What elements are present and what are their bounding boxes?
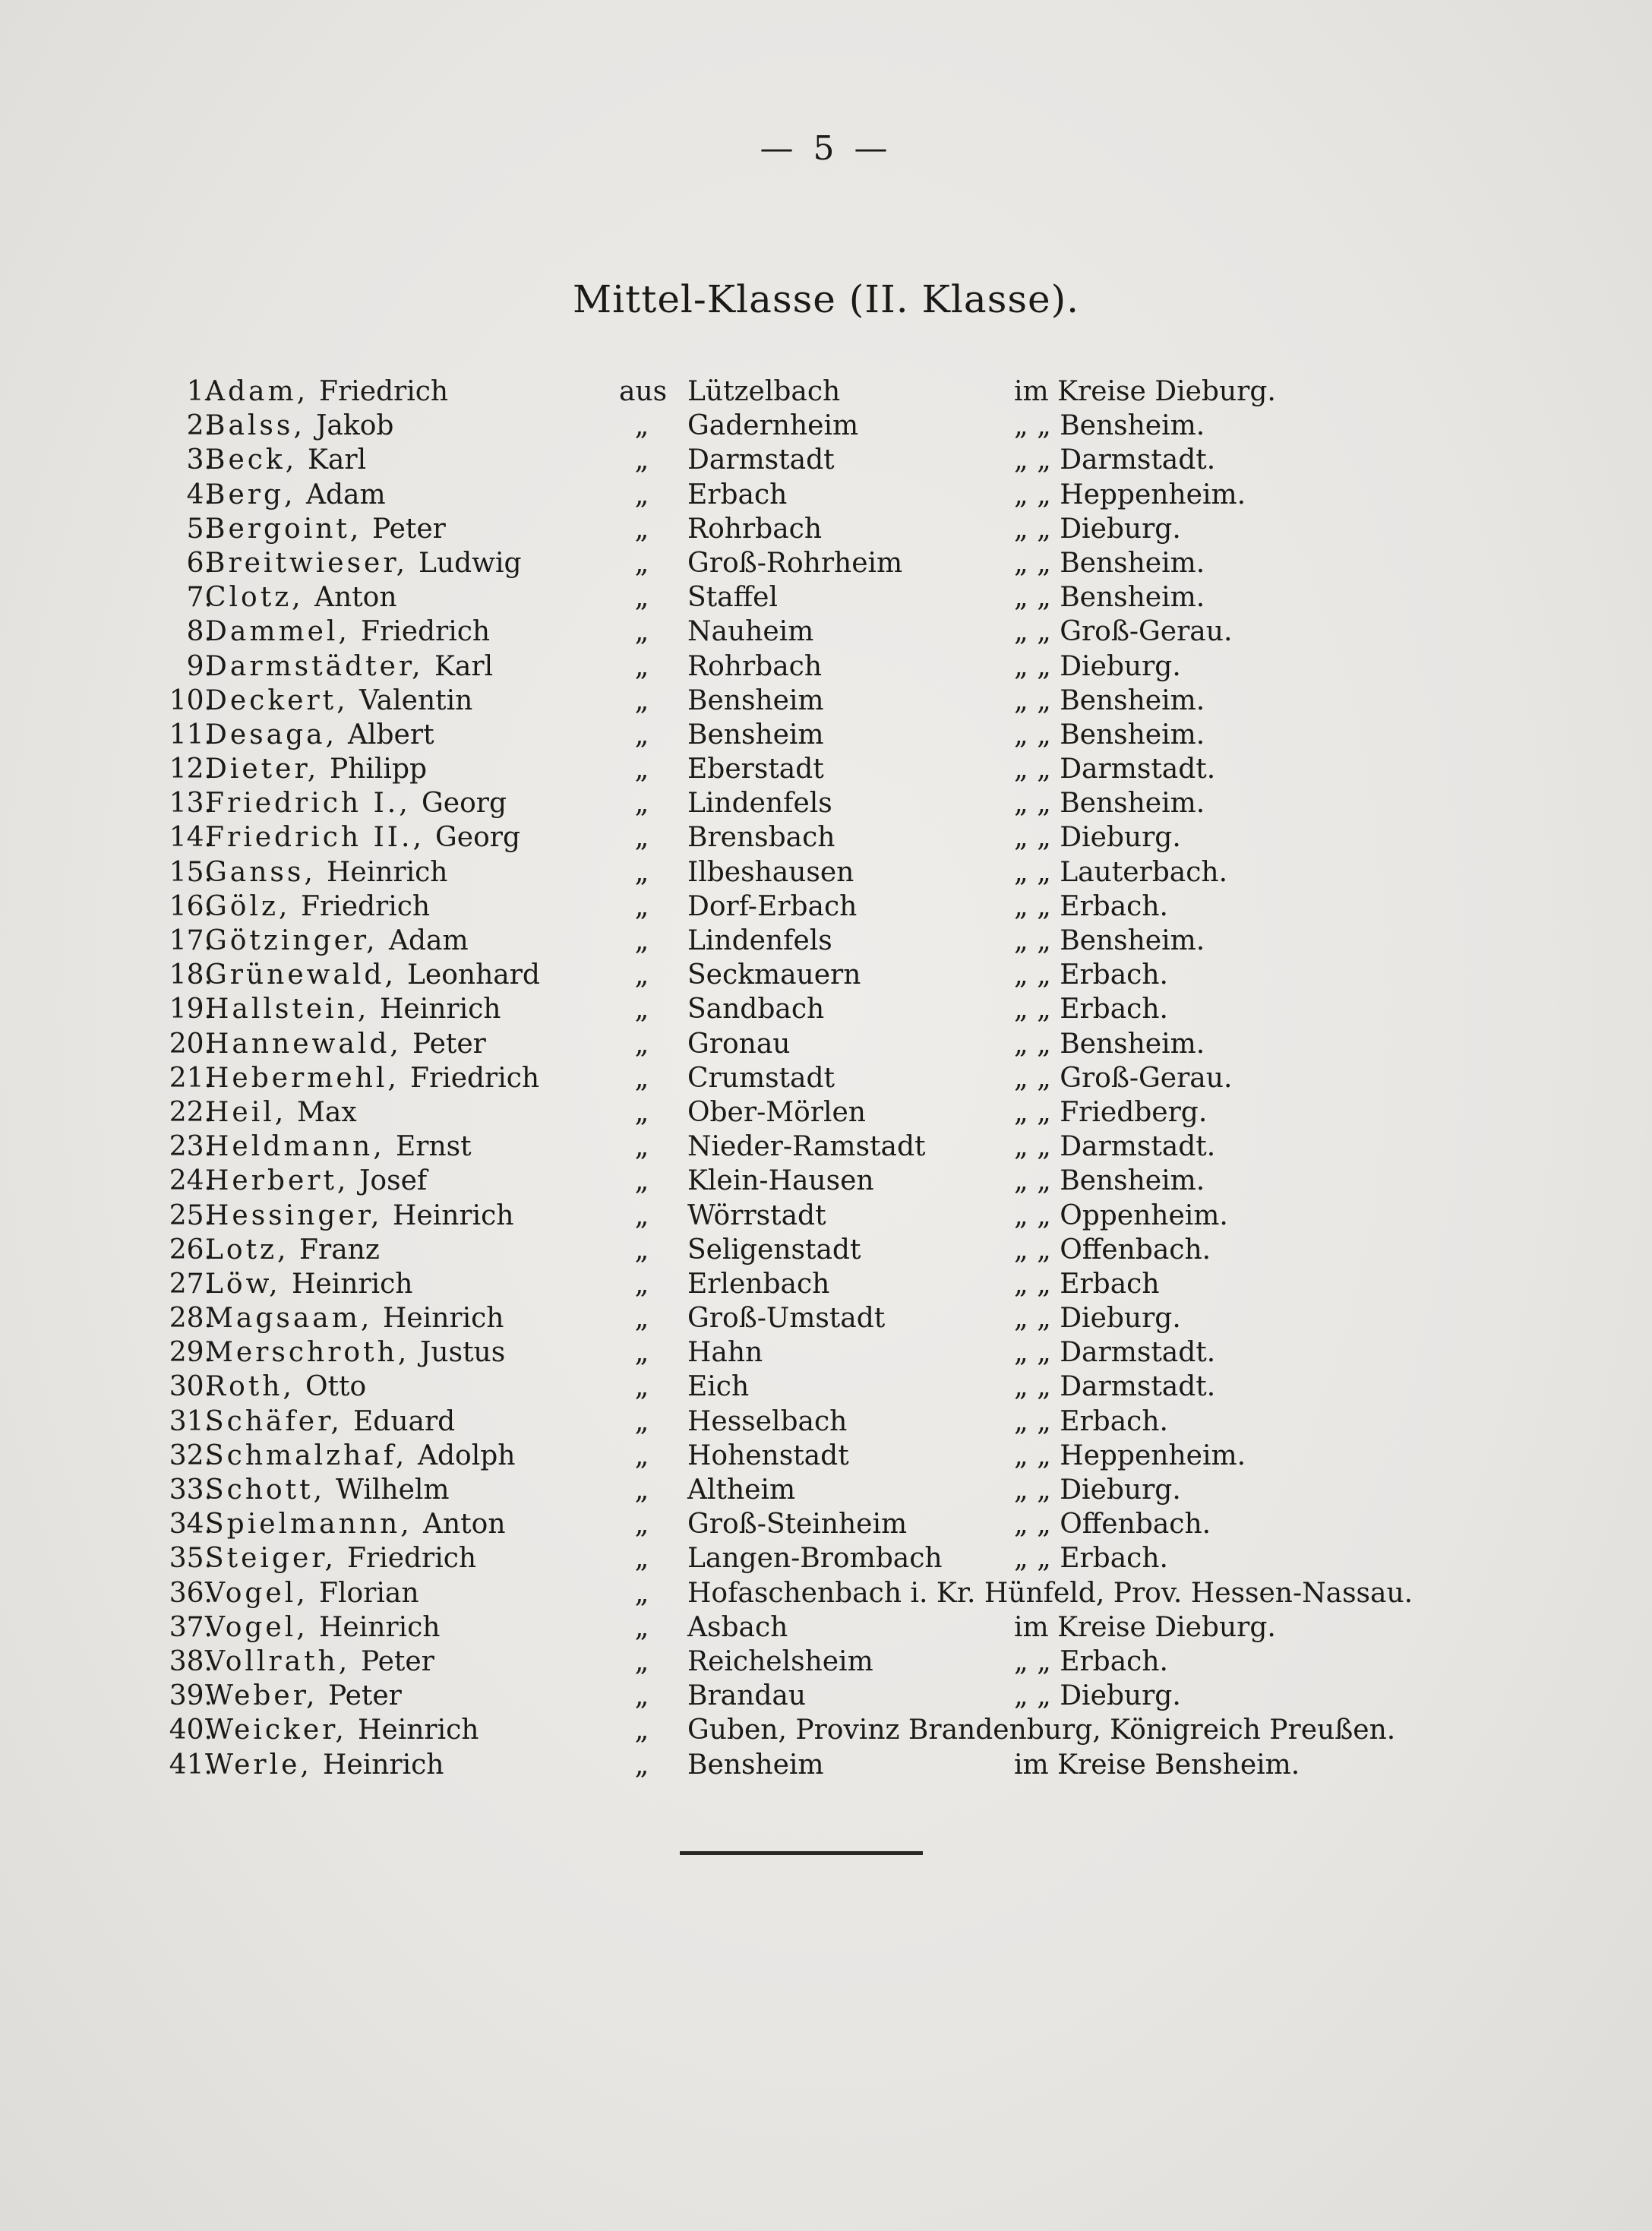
district: „ „ Erbach. xyxy=(1014,890,1168,922)
entry-number: 40. xyxy=(169,1714,213,1746)
student-firstname: Heinrich xyxy=(292,1268,413,1300)
origin-marker: „ xyxy=(634,684,649,716)
district: „ „ Bensheim. xyxy=(1014,684,1205,716)
home-town: Asbach xyxy=(687,1611,788,1643)
entry-number: 27. xyxy=(169,1268,213,1300)
district: „ „ Dieburg. xyxy=(1014,1680,1181,1712)
home-town: Groß-Steinheim xyxy=(687,1509,908,1541)
district: „ „ Oppenheim. xyxy=(1014,1199,1228,1231)
list-item xyxy=(0,820,1652,855)
home-town: Brandau xyxy=(687,1680,807,1712)
district: „ „ Erbach xyxy=(1014,1268,1160,1300)
entry-number: 17. xyxy=(169,925,213,956)
origin-marker: „ xyxy=(634,1474,649,1506)
list-item xyxy=(0,1061,1652,1095)
origin-marker: „ xyxy=(634,959,649,991)
student-firstname: Peter xyxy=(361,1645,434,1677)
origin-marker: „ xyxy=(634,1405,649,1437)
list-item xyxy=(0,1439,1652,1473)
home-town: Darmstadt xyxy=(687,444,835,476)
origin-marker: „ xyxy=(634,1645,649,1677)
student-surname: Steiger, xyxy=(205,1543,336,1575)
list-item xyxy=(0,649,1652,684)
entry-number: 34. xyxy=(169,1509,213,1541)
entry-number: 23. xyxy=(169,1131,213,1163)
entry-number: 5. xyxy=(186,513,213,545)
student-firstname: Peter xyxy=(412,1028,486,1060)
district: „ „ Erbach. xyxy=(1014,994,1168,1025)
origin-marker: „ xyxy=(634,1337,649,1369)
origin-marker: „ xyxy=(634,616,649,648)
district: „ „ Heppenheim. xyxy=(1014,1439,1246,1471)
origin-marker: „ xyxy=(634,1234,649,1266)
origin-marker: „ xyxy=(634,1371,649,1403)
home-town: Bensheim xyxy=(687,1749,824,1781)
student-surname: Werle, xyxy=(205,1749,312,1781)
home-town: Groß-Rohrheim xyxy=(687,547,903,579)
home-town: Rohrbach xyxy=(687,513,823,545)
entry-number: 39. xyxy=(169,1680,213,1712)
district: „ „ Bensheim. xyxy=(1014,788,1205,820)
origin-marker: „ xyxy=(634,410,649,442)
entry-number: 11. xyxy=(169,719,213,751)
student-surname: Vogel, xyxy=(205,1577,308,1609)
student-surname: Balss, xyxy=(205,410,305,442)
entry-number: 6. xyxy=(186,547,213,579)
list-item xyxy=(0,1610,1652,1645)
entry-number: 33. xyxy=(169,1474,213,1506)
entry-number: 3. xyxy=(186,444,213,476)
student-surname: Löw, xyxy=(205,1268,281,1300)
list-item xyxy=(0,580,1652,615)
student-surname: Schmalzhaf, xyxy=(205,1439,408,1471)
entry-number: 15. xyxy=(169,856,213,888)
entry-number: 18. xyxy=(169,959,213,991)
student-surname: Darmstädter, xyxy=(205,650,424,682)
student-surname: Beck, xyxy=(205,444,298,476)
student-firstname: Otto xyxy=(305,1371,367,1403)
student-firstname: Leonhard xyxy=(407,959,540,991)
entry-number: 26. xyxy=(169,1234,213,1266)
student-surname: Weicker, xyxy=(205,1714,347,1746)
entry-number: 16. xyxy=(169,890,213,922)
list-item xyxy=(0,615,1652,649)
student-firstname: Wilhelm xyxy=(336,1474,450,1506)
student-surname: Ganss, xyxy=(205,856,316,888)
home-town: Hohenstadt xyxy=(687,1439,849,1471)
student-surname: Merschroth, xyxy=(205,1337,410,1369)
origin-marker: „ xyxy=(634,1509,649,1541)
home-town: Groß-Umstadt xyxy=(687,1303,886,1335)
district: „ „ Dieburg. xyxy=(1014,650,1181,682)
home-town: Hahn xyxy=(687,1337,763,1369)
list-item xyxy=(0,924,1652,958)
home-town: Bensheim xyxy=(687,719,824,751)
entry-number: 28. xyxy=(169,1303,213,1335)
entry-number: 41. xyxy=(169,1749,213,1781)
student-surname: Hannewald, xyxy=(205,1028,402,1060)
list-item xyxy=(0,478,1652,512)
district: im Kreise Dieburg. xyxy=(1014,1611,1276,1643)
student-firstname: Adam xyxy=(389,925,469,956)
entry-number: 13. xyxy=(169,788,213,820)
home-town: Staffel xyxy=(687,582,778,614)
list-item xyxy=(0,958,1652,992)
student-surname: Dieter, xyxy=(205,754,320,785)
student-firstname: Karl xyxy=(308,444,367,476)
student-firstname: Justus xyxy=(420,1337,506,1369)
district: „ „ Bensheim. xyxy=(1014,1028,1205,1060)
entry-number: 4. xyxy=(186,479,213,510)
district: „ „ Dieburg. xyxy=(1014,1303,1181,1335)
list-item xyxy=(0,1095,1652,1130)
home-town: Lindenfels xyxy=(687,788,832,820)
district: „ „ Erbach. xyxy=(1014,959,1168,991)
page-title: Mittel-Klasse (II. Klasse). xyxy=(572,277,1080,321)
origin-marker: „ xyxy=(634,1096,649,1128)
student-surname: Schott, xyxy=(205,1474,326,1506)
district: im Kreise Bensheim. xyxy=(1014,1749,1300,1781)
origin-marker: „ xyxy=(634,513,649,545)
student-firstname: Friedrich xyxy=(410,1062,540,1094)
entry-number: 22. xyxy=(169,1096,213,1128)
district: „ „ Lauterbach. xyxy=(1014,856,1228,888)
origin-marker: „ xyxy=(634,754,649,785)
district: „ „ Groß-Gerau. xyxy=(1014,1062,1233,1094)
origin-marker: „ xyxy=(634,1199,649,1231)
district: „ „ Bensheim. xyxy=(1014,925,1205,956)
list-item xyxy=(0,752,1652,786)
list-item xyxy=(0,1164,1652,1198)
student-firstname: Heinrich xyxy=(380,994,501,1025)
home-town: Gadernheim xyxy=(687,410,859,442)
district: „ „ Offenbach. xyxy=(1014,1509,1211,1541)
home-town: Rohrbach xyxy=(687,650,823,682)
entry-number: 8. xyxy=(186,616,213,648)
home-town: Altheim xyxy=(687,1474,796,1506)
district: im Kreise Dieburg. xyxy=(1014,376,1276,407)
origin-marker: „ xyxy=(634,822,649,854)
student-firstname: Heinrich xyxy=(323,1749,444,1781)
student-firstname: Friedrich xyxy=(301,890,431,922)
home-town: Gronau xyxy=(687,1028,791,1060)
home-town: Wörrstadt xyxy=(687,1199,826,1231)
list-item xyxy=(0,1027,1652,1061)
entry-number: 20. xyxy=(169,1028,213,1060)
origin-marker: „ xyxy=(634,582,649,614)
student-firstname: Max xyxy=(297,1096,357,1128)
list-item xyxy=(0,1541,1652,1575)
student-firstname: Heinrich xyxy=(393,1199,514,1231)
student-firstname: Karl xyxy=(434,650,494,682)
list-item xyxy=(0,1713,1652,1747)
entry-number: 1. xyxy=(186,376,213,407)
list-item xyxy=(0,374,1652,409)
origin-marker: „ xyxy=(634,788,649,820)
district: „ „ Erbach. xyxy=(1014,1543,1168,1575)
home-town: Nieder-Ramstadt xyxy=(687,1131,926,1163)
list-item xyxy=(0,1679,1652,1713)
entry-number: 36. xyxy=(169,1577,213,1609)
list-item xyxy=(0,718,1652,752)
entry-number: 29. xyxy=(169,1337,213,1369)
origin-marker: „ xyxy=(634,1611,649,1643)
origin-marker: „ xyxy=(634,1680,649,1712)
page-number: — 5 — xyxy=(760,129,892,168)
list-item xyxy=(0,1130,1652,1164)
entry-number: 32. xyxy=(169,1439,213,1471)
home-town: Erbach xyxy=(687,479,788,510)
student-firstname: Peter xyxy=(372,513,446,545)
entry-number: 25. xyxy=(169,1199,213,1231)
origin-marker: „ xyxy=(634,1028,649,1060)
student-firstname: Ludwig xyxy=(419,547,522,579)
origin-marker: „ xyxy=(634,1165,649,1197)
entry-number: 35. xyxy=(169,1543,213,1575)
entry-number: 19. xyxy=(169,994,213,1025)
student-surname: Hebermehl, xyxy=(205,1062,400,1094)
home-town: Sandbach xyxy=(687,994,825,1025)
list-item xyxy=(0,1748,1652,1782)
district: „ „ Darmstadt. xyxy=(1014,1371,1216,1403)
student-firstname: Anton xyxy=(314,582,397,614)
home-town: Eich xyxy=(687,1371,750,1403)
district: „ „ Dieburg. xyxy=(1014,513,1181,545)
district: „ „ Dieburg. xyxy=(1014,822,1181,854)
list-item xyxy=(0,1233,1652,1267)
entry-number: 24. xyxy=(169,1165,213,1197)
entry-number: 31. xyxy=(169,1405,213,1437)
list-item xyxy=(0,786,1652,820)
entry-number: 14. xyxy=(169,822,213,854)
entry-number: 21. xyxy=(169,1062,213,1094)
entry-number: 37. xyxy=(169,1611,213,1643)
list-item xyxy=(0,1576,1652,1610)
entry-number: 2. xyxy=(186,410,213,442)
origin-marker: „ xyxy=(634,444,649,476)
student-surname: Friedrich II., xyxy=(205,822,425,854)
student-surname: Schäfer, xyxy=(205,1405,343,1437)
home-town: Nauheim xyxy=(687,616,814,648)
student-surname: Desaga, xyxy=(205,719,338,751)
list-item xyxy=(0,684,1652,718)
list-item xyxy=(0,512,1652,546)
student-surname: Lotz, xyxy=(205,1234,289,1266)
student-firstname: Jakob xyxy=(316,410,394,442)
student-surname: Magsaam, xyxy=(205,1303,373,1335)
student-surname: Spielmannn, xyxy=(205,1509,412,1541)
origin-marker: „ xyxy=(634,1303,649,1335)
district: „ „ Darmstadt. xyxy=(1014,1131,1216,1163)
district: „ „ Bensheim. xyxy=(1014,410,1205,442)
student-firstname: Heinrich xyxy=(383,1303,504,1335)
entry-number: 12. xyxy=(169,754,213,785)
home-town: Langen-Brombach xyxy=(687,1543,943,1575)
list-item xyxy=(0,1301,1652,1335)
student-firstname: Friedrich xyxy=(361,616,491,648)
district: „ „ Darmstadt. xyxy=(1014,444,1216,476)
student-surname: Bergoint, xyxy=(205,513,362,545)
home-town: Guben, Provinz Brandenburg, Königreich Preußen. xyxy=(687,1714,1396,1746)
student-surname: Heil, xyxy=(205,1096,287,1128)
home-town: Dorf-Erbach xyxy=(687,890,858,922)
district: „ „ Groß-Gerau. xyxy=(1014,616,1233,648)
origin-marker: „ xyxy=(634,479,649,510)
closing-rule xyxy=(680,1851,923,1855)
origin-marker: „ xyxy=(634,1577,649,1609)
student-surname: Deckert, xyxy=(205,684,349,716)
student-firstname: Philipp xyxy=(330,754,428,785)
student-firstname: Georg xyxy=(435,822,520,854)
district: „ „ Bensheim. xyxy=(1014,582,1205,614)
student-surname: Clotz, xyxy=(205,582,304,614)
home-town: Hesselbach xyxy=(687,1405,848,1437)
origin-marker: „ xyxy=(634,1714,649,1746)
student-surname: Vogel, xyxy=(205,1611,308,1643)
origin-marker: „ xyxy=(634,1543,649,1575)
home-town: Erlenbach xyxy=(687,1268,830,1300)
entry-number: 7. xyxy=(186,582,213,614)
list-item xyxy=(0,1473,1652,1507)
district: „ „ Dieburg. xyxy=(1014,1474,1181,1506)
student-surname: Grünewald, xyxy=(205,959,396,991)
entry-number: 38. xyxy=(169,1645,213,1677)
home-town: Crumstadt xyxy=(687,1062,835,1094)
list-item xyxy=(0,1405,1652,1439)
student-surname: Dammel, xyxy=(205,616,350,648)
student-firstname: Josef xyxy=(359,1165,428,1197)
home-town: Lützelbach xyxy=(687,376,841,407)
entry-number: 10. xyxy=(169,684,213,716)
student-firstname: Florian xyxy=(319,1577,419,1609)
origin-marker: „ xyxy=(634,650,649,682)
origin-marker: „ xyxy=(634,890,649,922)
student-firstname: Adam xyxy=(306,479,386,510)
student-surname: Roth, xyxy=(205,1371,295,1403)
district: „ „ Bensheim. xyxy=(1014,547,1205,579)
list-item xyxy=(0,1370,1652,1404)
list-item xyxy=(0,546,1652,580)
student-firstname: Adolph xyxy=(418,1439,516,1471)
home-town: Lindenfels xyxy=(687,925,832,956)
student-firstname: Georg xyxy=(422,788,507,820)
origin-marker: „ xyxy=(634,856,649,888)
origin-marker: „ xyxy=(634,1131,649,1163)
student-surname: Friedrich I., xyxy=(205,788,411,820)
student-firstname: Friedrich xyxy=(319,376,449,407)
list-item xyxy=(0,890,1652,924)
district: „ „ Darmstadt. xyxy=(1014,754,1216,785)
student-firstname: Valentin xyxy=(359,684,473,716)
entry-number: 9. xyxy=(186,650,213,682)
district: „ „ Friedberg. xyxy=(1014,1096,1208,1128)
list-item xyxy=(0,1645,1652,1679)
home-town: Ober-Mörlen xyxy=(687,1096,866,1128)
student-firstname: Heinrich xyxy=(358,1714,479,1746)
student-surname: Hallstein, xyxy=(205,994,370,1025)
student-firstname: Albert xyxy=(348,719,434,751)
list-item xyxy=(0,1199,1652,1233)
list-item xyxy=(0,1507,1652,1541)
origin-marker: „ xyxy=(634,719,649,751)
student-surname: Breitwieser, xyxy=(205,547,409,579)
student-surname: Herbert, xyxy=(205,1165,349,1197)
district: „ „ Bensheim. xyxy=(1014,719,1205,751)
student-firstname: Friedrich xyxy=(347,1543,477,1575)
student-list xyxy=(0,374,1652,1782)
origin-marker: „ xyxy=(634,1749,649,1781)
home-town: Bensheim xyxy=(687,684,824,716)
student-firstname: Heinrich xyxy=(327,856,448,888)
home-town: Eberstadt xyxy=(687,754,824,785)
home-town: Brensbach xyxy=(687,822,835,854)
home-town: Reichelsheim xyxy=(687,1645,873,1677)
origin-marker: aus xyxy=(619,376,668,407)
entry-number: 30. xyxy=(169,1371,213,1403)
origin-marker: „ xyxy=(634,1439,649,1471)
list-item xyxy=(0,1335,1652,1370)
student-surname: Berg, xyxy=(205,479,296,510)
student-firstname: Peter xyxy=(328,1680,402,1712)
student-firstname: Anton xyxy=(423,1509,506,1541)
district: „ „ Bensheim. xyxy=(1014,1165,1205,1197)
origin-marker: „ xyxy=(634,547,649,579)
student-firstname: Ernst xyxy=(396,1131,472,1163)
origin-marker: „ xyxy=(634,994,649,1025)
student-surname: Heldmann, xyxy=(205,1131,385,1163)
student-surname: Weber, xyxy=(205,1680,318,1712)
student-firstname: Eduard xyxy=(353,1405,456,1437)
home-town: Hofaschenbach i. Kr. Hünfeld, Prov. Hessen-Nassau. xyxy=(687,1577,1414,1609)
student-surname: Gölz, xyxy=(205,890,291,922)
origin-marker: „ xyxy=(634,925,649,956)
home-town: Klein-Hausen xyxy=(687,1165,874,1197)
origin-marker: „ xyxy=(634,1268,649,1300)
student-surname: Hessinger, xyxy=(205,1199,383,1231)
student-firstname: Heinrich xyxy=(319,1611,441,1643)
list-item xyxy=(0,409,1652,443)
student-surname: Götzinger, xyxy=(205,925,378,956)
list-item xyxy=(0,855,1652,890)
district: „ „ Darmstadt. xyxy=(1014,1337,1216,1369)
list-item xyxy=(0,1267,1652,1301)
student-firstname: Franz xyxy=(299,1234,380,1266)
district: „ „ Erbach. xyxy=(1014,1405,1168,1437)
home-town: Seligenstadt xyxy=(687,1234,861,1266)
list-item xyxy=(0,443,1652,477)
home-town: Ilbeshausen xyxy=(687,856,854,888)
origin-marker: „ xyxy=(634,1062,649,1094)
district: „ „ Offenbach. xyxy=(1014,1234,1211,1266)
home-town: Seckmauern xyxy=(687,959,861,991)
student-surname: Vollrath, xyxy=(205,1645,351,1677)
list-item xyxy=(0,992,1652,1026)
student-surname: Adam, xyxy=(205,376,309,407)
district: „ „ Heppenheim. xyxy=(1014,479,1246,510)
district: „ „ Erbach. xyxy=(1014,1645,1168,1677)
